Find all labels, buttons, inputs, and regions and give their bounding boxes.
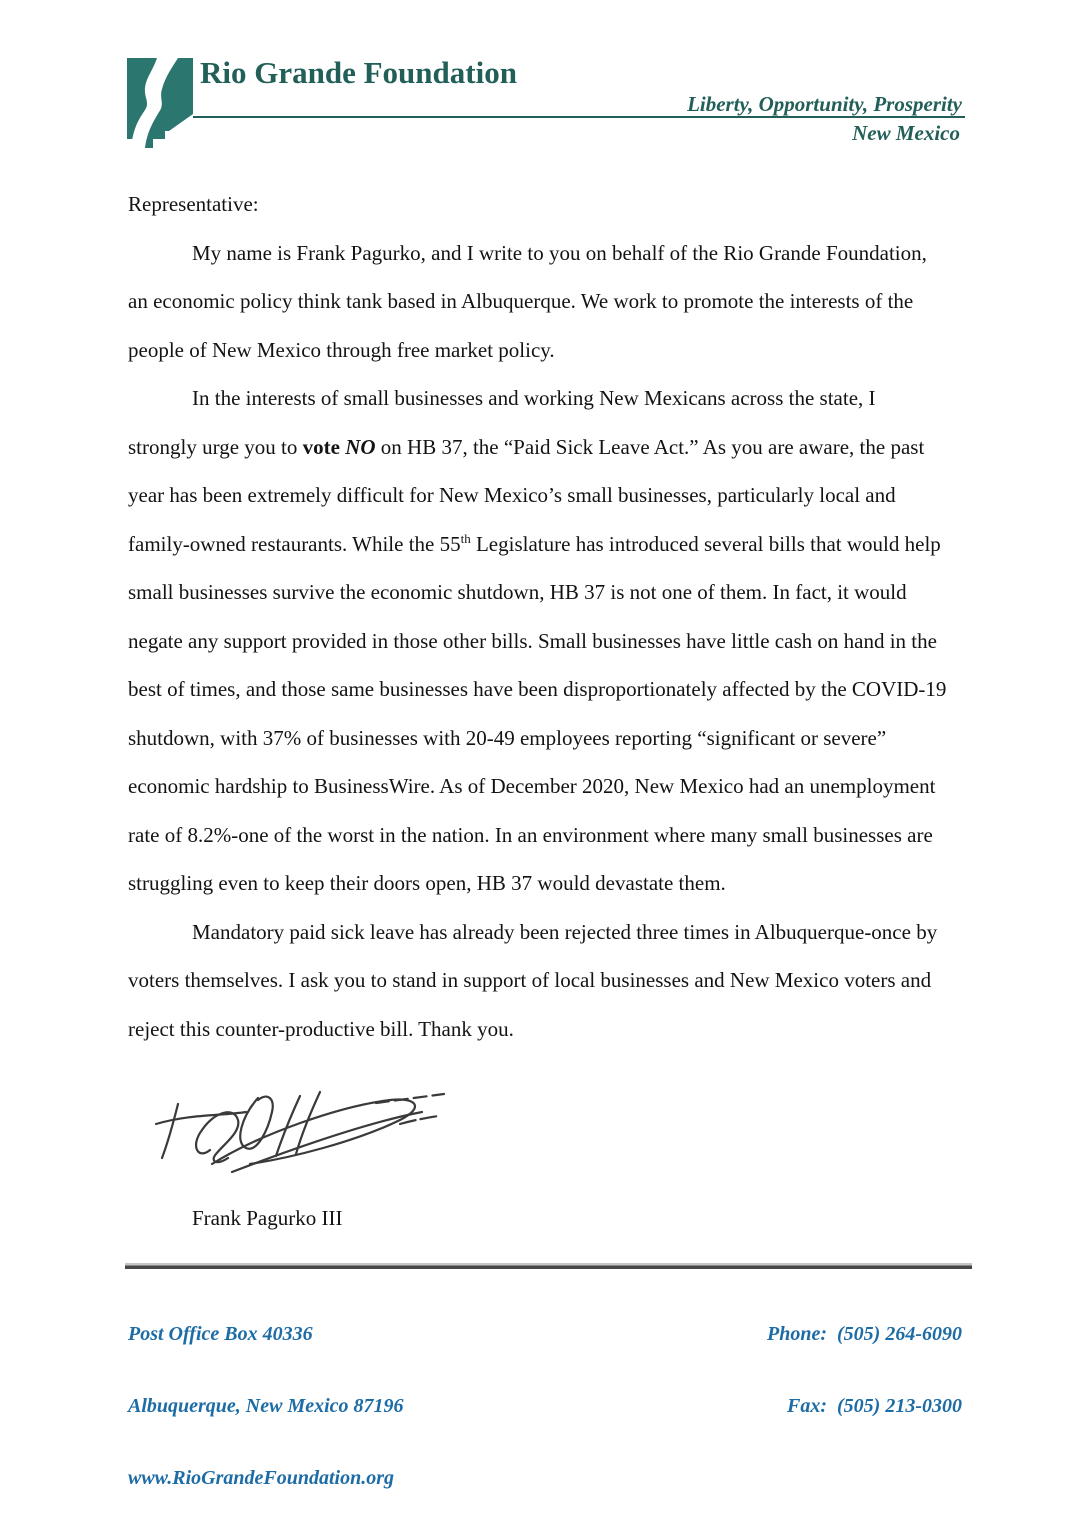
footer-divider: [125, 1263, 972, 1269]
body-line: economic hardship to BusinessWire. As of December 2020, New Mexico had an unemployment: [128, 774, 936, 798]
body-line: Mandatory paid sick leave has already been rejected three times in Albuquerque-once by: [192, 919, 938, 944]
body-line: rate of 8.2%-one of the worst in the nation. In an environment where many small businesses are: [128, 822, 933, 847]
body-line: In the interests of small businesses and working New Mexicans across the state, I: [192, 386, 876, 410]
body-line: small businesses survive the economic shutdown, HB 37 is not one of them. In fact, it would: [128, 580, 907, 604]
letter-body: [128, 180, 964, 1053]
rio-grande-logo-icon: [127, 58, 193, 148]
footer-contact-block: [767, 1274, 962, 1466]
signature-image: [150, 1072, 450, 1182]
body-line: an economic policy think tank based in Albuquerque. We work to promote the interests of the: [128, 289, 914, 313]
region-label: New Mexico: [852, 121, 960, 145]
body-line: My name is Frank Pagurko, and I write to you on behalf of the Rio Grande Foundation,: [192, 240, 927, 265]
body-line: family-owned restaurants. While the 55th Legislature has introduced several bills that would help: [128, 530, 941, 556]
body-line: struggling even to keep their doors open, HB 37 would devastate them.: [128, 871, 726, 895]
body-line: shutdown, with 37% of businesses with 20-49 employees reporting “significant or severe”: [128, 725, 887, 750]
header-divider: [193, 116, 965, 118]
body-line: best of times, and those same businesses have been disproportionately affected by the COVID-19: [128, 677, 947, 701]
organization-name: Rio Grande Foundation: [200, 55, 517, 90]
po-box-line: Post Office Box 40336: [128, 1323, 313, 1345]
signer-name: Frank Pagurko III: [192, 1206, 343, 1230]
body-line: Representative:: [128, 192, 259, 216]
body-line: year has been extremely difficult for New Mexico’s small businesses, particularly local and: [128, 483, 896, 507]
city-state-zip-line: Albuquerque, New Mexico 87196: [128, 1395, 404, 1417]
body-line: reject this counter-productive bill. Thank you.: [128, 1016, 514, 1041]
phone-line: Phone: (505) 264-6090: [767, 1323, 962, 1345]
body-line: voters themselves. I ask you to stand in support of local businesses and New Mexico voters and: [128, 968, 932, 992]
body-line: people of New Mexico through free market policy.: [128, 337, 555, 362]
body-line: strongly urge you to vote NO on HB 37, the “Paid Sick Leave Act.” As you are aware, the past: [128, 434, 925, 459]
tagline: Liberty, Opportunity, Prosperity: [687, 92, 962, 116]
body-line: negate any support provided in those other bills. Small businesses have little cash on hand in the: [128, 628, 937, 653]
footer-address-block: [128, 1274, 404, 1538]
fax-line: Fax: (505) 213-0300: [787, 1395, 962, 1417]
website-text: www.RioGrandeFoundation.org: [128, 1467, 395, 1489]
